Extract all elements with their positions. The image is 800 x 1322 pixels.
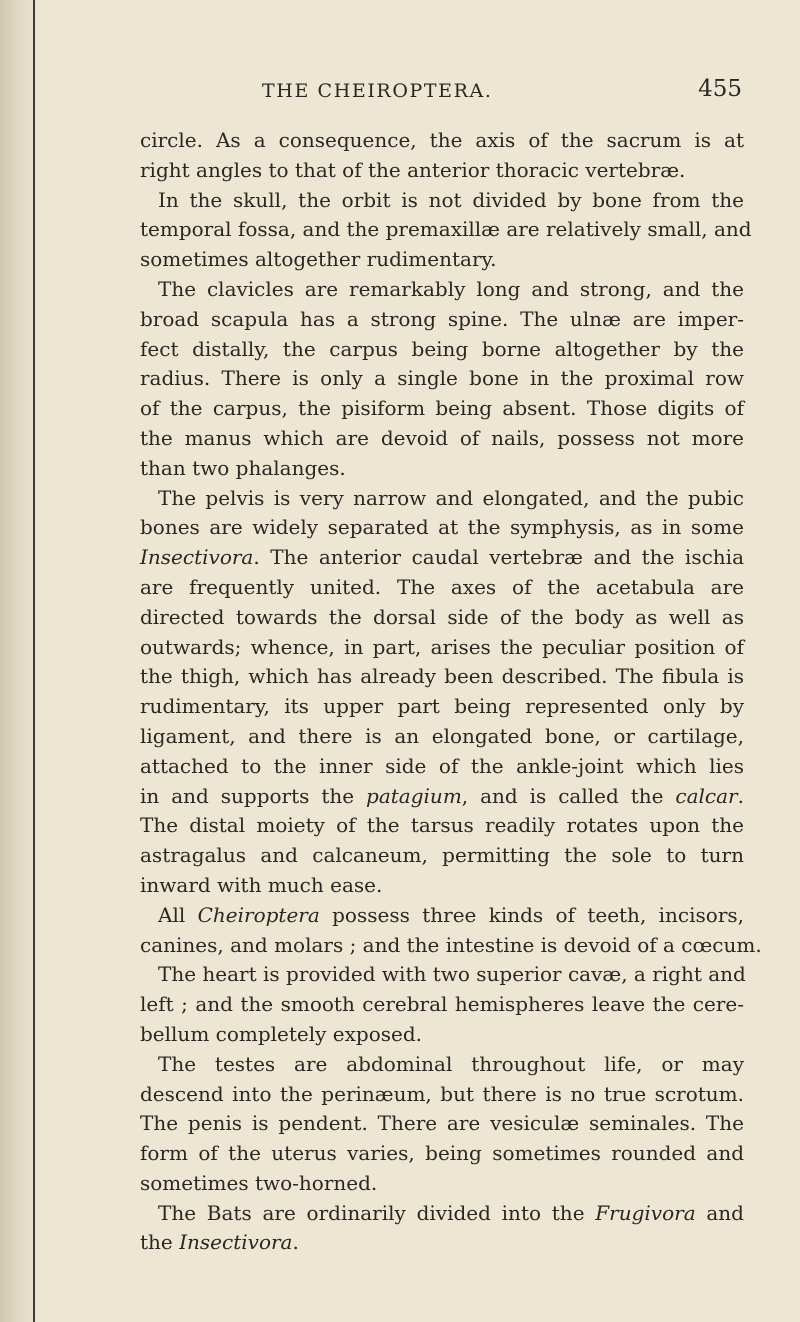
text-segment: and (695, 1200, 744, 1225)
text-line: right angles to that of the anterior thoracic vertebræ. (140, 157, 686, 182)
text-line: fect distally, the carpus being borne altogether by the (140, 336, 744, 361)
italic-term: calcar (675, 783, 738, 808)
text-segment: . (292, 1230, 299, 1255)
body-text (140, 126, 762, 1258)
text-line: directed towards the dorsal side of the body as well as (140, 604, 744, 629)
page-header (140, 76, 742, 112)
text-line: are frequently united. The axes of the acetabula are (140, 574, 744, 599)
text-line: inward with much ease. (140, 872, 383, 897)
text-line: descend into the perinæum, but there is no true scrotum. (140, 1081, 744, 1106)
text-line: outwards; whence, in part, arises the peculiar position of (140, 634, 744, 659)
text-line: sometimes altogether rudimentary. (140, 247, 497, 272)
text-line: canines, and molars ; and the intestine is devoid of a cœcum. (140, 932, 762, 957)
italic-term: Insectivora (140, 545, 254, 570)
text-line (140, 901, 744, 931)
text-line: The penis is pendent. There are vesiculæ seminales. The (140, 1111, 744, 1136)
text-line: astragalus and calcaneum, permitting the sole to turn (140, 843, 744, 868)
italic-term: Cheiroptera (197, 902, 320, 927)
text-segment: The Bats are ordinarily divided into the (158, 1200, 596, 1225)
text-line: broad scapula has a strong spine. The ulnæ are imper- (140, 306, 744, 331)
text-line: radius. There is only a single bone in the proximal row (140, 366, 744, 391)
text-segment: . (737, 783, 744, 808)
text-line: the thigh, which has already been described. The fibula is (140, 664, 744, 689)
text-line: The heart is provided with two superior cavæ, a right and (158, 962, 746, 987)
text-line (140, 1228, 744, 1258)
text-line (140, 782, 744, 812)
running-title: THE CHEIROPTERA. (262, 80, 493, 102)
text-line: form of the uterus varies, being sometimes rounded and (140, 1141, 744, 1166)
italic-term: patagium (366, 783, 462, 808)
text-line (140, 1199, 744, 1229)
text-segment: the (140, 1230, 180, 1255)
text-line (140, 543, 744, 573)
text-line: The pelvis is very narrow and elongated, and the pubic (158, 485, 744, 510)
text-line: rudimentary, its upper part being represented only by (140, 694, 744, 719)
text-line: The testes are abdominal throughout life, or may (158, 1051, 744, 1076)
text-line: circle. As a consequence, the axis of the sacrum is at (140, 128, 744, 152)
text-line: attached to the inner side of the ankle-joint which lies (140, 753, 744, 778)
text-line: than two phalanges. (140, 455, 346, 480)
text-line: bellum completely exposed. (140, 1021, 423, 1046)
text-line: sometimes two-horned. (140, 1170, 378, 1195)
text-segment: . The anterior caudal vertebræ and the ischia (253, 545, 744, 570)
text-segment: All (158, 902, 198, 927)
text-segment: possess three kinds of teeth, incisors, (319, 902, 745, 927)
text-line: The distal moiety of the tarsus readily rotates upon the (140, 813, 744, 838)
text-line: temporal fossa, and the premaxillæ are relatively small, and (140, 217, 752, 242)
text-segment: in and supports the (140, 783, 367, 808)
text-line: The clavicles are remarkably long and strong, and the (158, 276, 744, 301)
text-line: bones are widely separated at the symphysis, as in some (140, 515, 744, 540)
italic-term: Frugivora (595, 1200, 696, 1225)
text-line: the manus which are devoid of nails, possess not more (140, 425, 744, 450)
page-number: 455 (698, 76, 742, 102)
text-line: In the skull, the orbit is not divided by bone from the (158, 187, 744, 212)
text-line: of the carpus, the pisiform being absent. Those digits of (140, 396, 744, 421)
text-line: left ; and the smooth cerebral hemispheres leave the cere- (140, 992, 744, 1017)
italic-term: Insectivora (179, 1230, 293, 1255)
gutter-line (33, 0, 35, 1322)
text-segment: , and is called the (461, 783, 676, 808)
text-line: ligament, and there is an elongated bone, or cartilage, (140, 723, 744, 748)
